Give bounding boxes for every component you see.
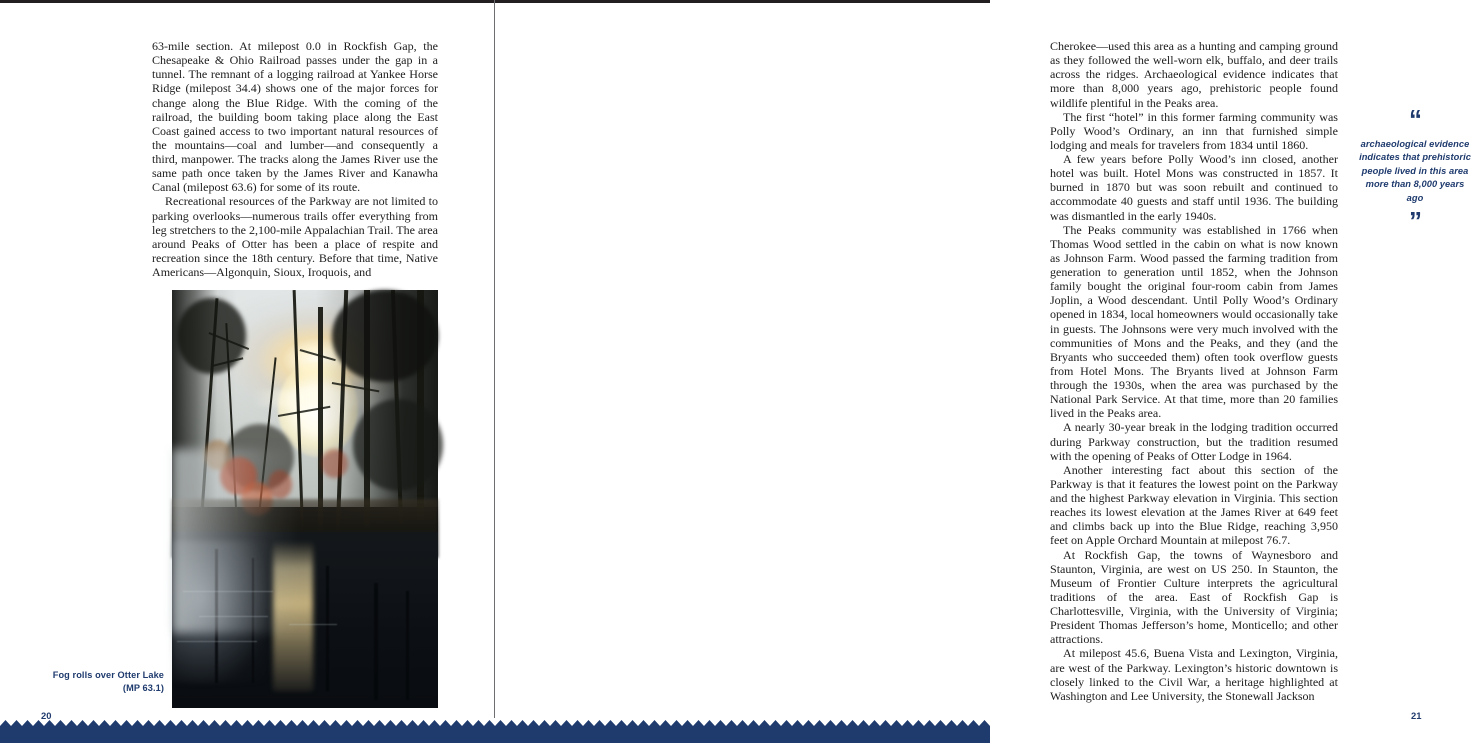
photo-caption [24,669,164,694]
footer-scallop-band [0,718,990,743]
photo-water-ripple [177,641,257,642]
paragraph: A nearly 30-year break in the lodging tradition occurred during Parkway construction, but the tradition resumed with the opening of Peaks of Otter Lodge in 1964. [1050,420,1338,463]
paragraph: The first “hotel” in this former farming community was Polly Wood’s Ordinary, an inn that furnished simple lodging and meals for travelers from 1834 until 1860. [1050,109,1338,152]
photo-reflected-trunk [326,566,329,691]
folio-right: 21 [1411,710,1422,721]
caption-line-2: (MP 63.1) [122,682,164,693]
photo-foliage [177,298,246,373]
folio-left: 20 [41,710,52,721]
photo-autumn-foliage [321,449,348,478]
photo-reflected-trunk [374,583,378,700]
paragraph: 63-mile section. At milepost 0.0 in Rockfish Gap, the Chesapeake & Ohio Railroad passes under the gap in a tunnel. The remnant of a logging railroad at Yankee Horse Ridge (milepost 34.4) shows one of the major forces for change along the Blue Ridge. With the coming of the railroad, the building boom taking place along the East Coast gained access to two important natural resources of the mountains—coal and lumber—and consequently a third, manpower. The tracks along the James River use the same path once taken by the James River and Kanawha Canal (milepost 63.6) for some of its route. [152,39,438,195]
pull-quote-text: archaeological evidence indicates that prehistoric people lived in this area more than 8,000 years ago [1359,139,1471,203]
otter-lake-photo [172,290,438,708]
paragraph: Cherokee—used this area as a hunting and camping ground as they followed the well-worn elk, buffalo, and deer trails across the ridges. Archaeological evidence indicates that more than 8,000 years ago, prehistoric people found wildlife plentiful in the Peaks area. [1050,39,1338,110]
photo-reflected-trunk [406,591,409,700]
photo-mist [172,449,300,633]
paragraph: The Peaks community was established in 1766 when Thomas Wood settled in the cabin on what is now known as Johnson Farm. Wood passed the farming tradition from generation to generation until 1852, when the Johnson family bought the original four-room cabin from James Joplin, a Wood descendant. Until Polly Wood’s Ordinary opened in 1834, local homeowners would occasionally take in guests. The Johnsons were very much involved with the communities of Mons and the Peaks, and they (and the Bryants who succeeded them) often took overflow guests from Hotel Mons. The Bryants lived at Johnson Farm through the 1930s, when the area was purchased by the National Park Service. At that time, more than 20 families lived in the Peaks area. [1050,222,1338,421]
paragraph: A few years before Polly Wood’s inn closed, another hotel was built. Hotel Mons was constructed in 1857. It burned in 1870 but was soon rebuilt and continued to accommodate 40 guests and staff until 1936. The building was dismantled in the early 1940s. [1050,152,1338,223]
right-page [495,3,1471,721]
paragraph: Another interesting fact about this section of the Parkway is that it features the lowest point on the Parkway and the highest Parkway elevation in Virginia. This section reaches its lowest elevation at the James River at 649 feet and climbs back up into the Blue Ridge, reaching 3,950 feet on Apple Orchard Mountain at milepost 76.7. [1050,462,1338,548]
photo-figure [172,290,438,708]
left-page [0,3,494,721]
left-column-body [152,39,438,279]
paragraph: At milepost 45.6, Buena Vista and Lexington, Virginia, are west of the Parkway. Lexington’s historic downtown is closely linked to the Civil War, a heritage highlighted at Washington and Lee University, the Stonewall Jackson [1050,646,1338,703]
photo-foliage [332,290,438,382]
quote-close-icon: ” [1409,206,1421,237]
caption-line-1: Fog rolls over Otter Lake [52,670,164,680]
quote-open-icon: “ [1409,104,1421,134]
pull-quote [1356,104,1474,237]
paragraph: Recreational resources of the Parkway are not limited to parking overlooks—numerous trails offer everything from leg stretchers to the 2,100-mile Appalachian Trail. The area around Peaks of Otter has been a place of respite and recreation since the 18th century. Before that time, Native Americans—Algonquin, Sioux, Iroquois, and [152,194,438,279]
paragraph: At Rockfish Gap, the towns of Waynesboro and Staunton, Virginia, are west on US 250. In Staunton, the Museum of Frontier Culture interprets the agricultural traditions of the area. East of Rockfish Gap is Charlottesville, Virginia, with the University of Virginia; President Thomas Jefferson’s home, Monticello; and other attractions. [1050,547,1338,647]
right-column-body [1050,39,1338,703]
photo-foliage [353,399,443,491]
